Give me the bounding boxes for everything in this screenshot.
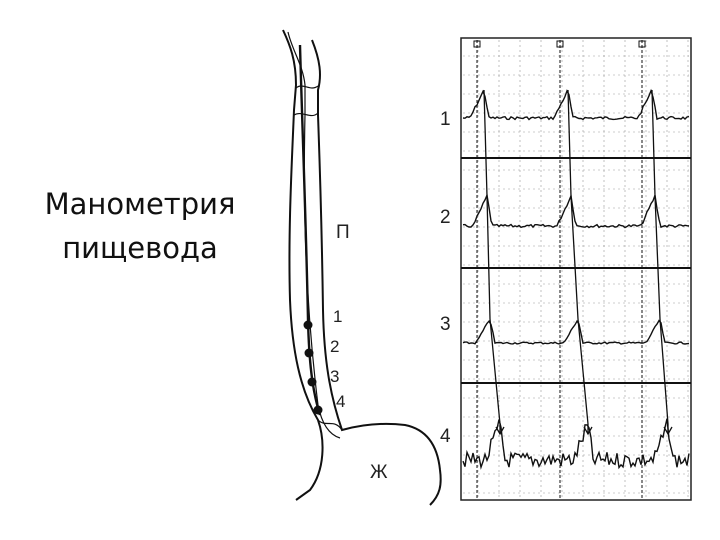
esophagus-drawing [283,30,441,505]
sensor-label-1: 1 [333,307,343,326]
label-pharynx: П [336,222,350,243]
esophagus-right-wall [312,40,441,505]
channel-label-3: 3 [440,314,451,335]
sensor-label-3: 3 [330,367,340,386]
channel-label-1: 1 [440,109,451,130]
sensor-label-4: 4 [336,392,346,411]
trace-panel [461,38,691,500]
title-line-1: Манометрия [44,187,236,221]
label-stomach: Ж [370,462,388,483]
channel-label-4: 4 [440,426,451,447]
channel-label-2: 2 [440,207,451,228]
channel-separators [461,158,691,383]
pressure-trace-3 [463,321,689,344]
sensor-label-2: 2 [330,337,340,356]
sensor-points [304,321,323,415]
pressure-trace-4 [463,419,689,468]
pressure-trace-1 [463,91,689,120]
title-line-2: пищевода [62,231,218,265]
sensor-point-3 [308,378,317,387]
sensor-point-2 [305,349,314,358]
sensor-point-4 [314,406,323,415]
sensor-point-1 [304,321,313,330]
upper-sphincter-mark [294,86,318,116]
